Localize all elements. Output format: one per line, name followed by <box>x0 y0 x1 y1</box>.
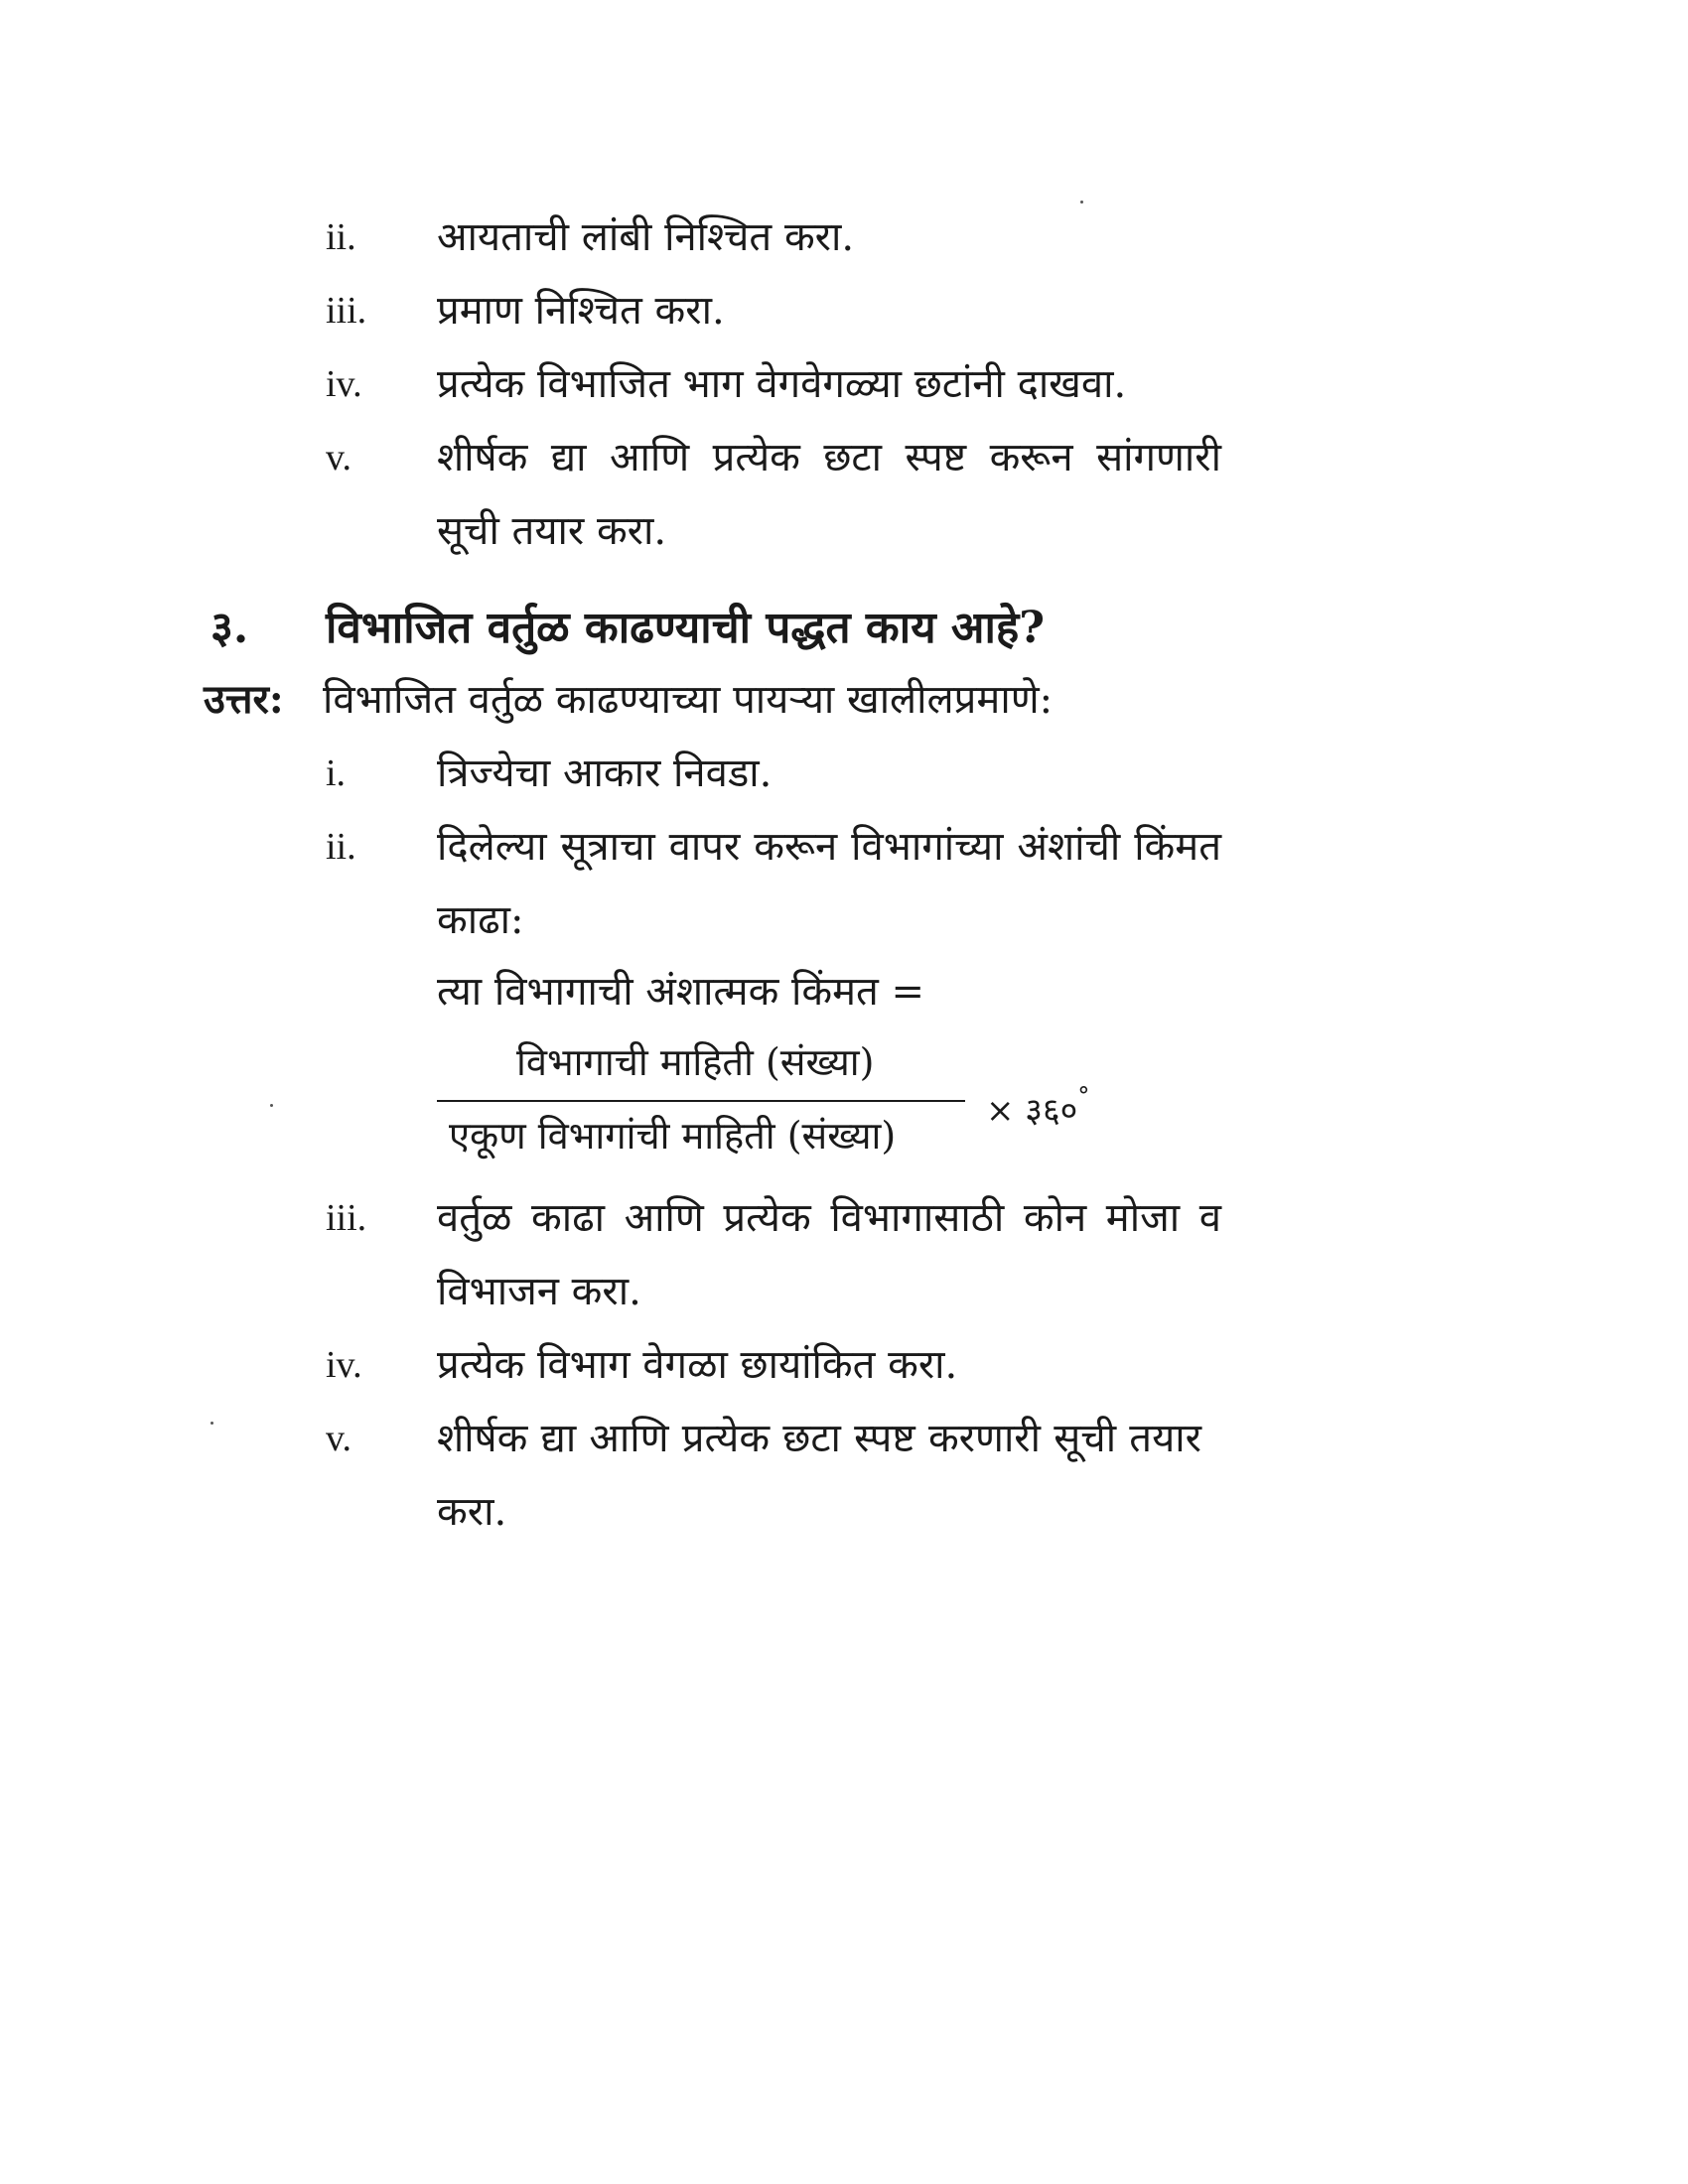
list-item-number: v. <box>326 437 352 478</box>
question-text: विभाजित वर्तुळ काढण्याची पद्धत काय आहे? <box>326 603 1046 653</box>
degree-symbol: ° <box>1077 1082 1090 1110</box>
list-item-number: iii. <box>326 290 367 332</box>
list-item-number: iv. <box>326 363 362 405</box>
list-item-text: शीर्षक द्या आणि प्रत्येक छटा स्पष्ट करणारी सूची तयार करा. <box>437 1416 1201 1535</box>
list-item-text: प्रत्येक विभाजित भाग वेगवेगळ्या छटांनी दाखवा. <box>437 361 1127 407</box>
list-item-text: आयताची लांबी निश्चित करा. <box>437 214 855 260</box>
list-item-number: v. <box>326 1418 352 1459</box>
fraction-numerator: विभागाची माहिती (संख्या) <box>516 1040 875 1084</box>
formula-multiplier <box>986 1074 1089 1133</box>
list-item-number: iii. <box>326 1197 367 1239</box>
answer-intro: विभाजित वर्तुळ काढण्याच्या पायऱ्या खालीलप्रमाणे: <box>323 677 1054 723</box>
list-item-text: शीर्षक द्या आणि प्रत्येक छटा स्पष्ट करून सांगणारी सूची तयार करा. <box>437 435 1221 554</box>
formula-fraction <box>437 1032 973 1171</box>
fraction-denominator: एकूण विभागांची माहिती (संख्या) <box>449 1114 897 1158</box>
fraction-bar <box>437 1100 965 1102</box>
list-item-number: ii. <box>326 826 356 868</box>
list-item-text: त्रिज्येचा आकार निवडा. <box>437 751 773 796</box>
list-item-number: iv. <box>326 1344 362 1386</box>
scan-speck <box>270 1104 273 1107</box>
formula-lead: त्या विभागाची अंशात्मक किंमत = <box>437 969 925 1015</box>
multiplier-text: × ३६० <box>986 1091 1078 1131</box>
answer-label: उत्तर: <box>204 676 284 723</box>
scan-speck <box>211 1422 213 1425</box>
scan-speck <box>1080 201 1083 204</box>
list-item-text: प्रत्येक विभाग वेगळा छायांकित करा. <box>437 1342 958 1388</box>
list-item-text: दिलेल्या सूत्राचा वापर करून विभागांच्या अंशांची किंमत काढा: <box>437 824 1221 943</box>
list-item-text: वर्तुळ काढा आणि प्रत्येक विभागासाठी कोन मोजा व विभाजन करा. <box>437 1195 1221 1314</box>
list-item-number: ii. <box>326 216 356 258</box>
list-item-text: प्रमाण निश्चित करा. <box>437 288 725 334</box>
list-item-number: i. <box>326 752 347 794</box>
question-number: ३. <box>211 603 249 653</box>
